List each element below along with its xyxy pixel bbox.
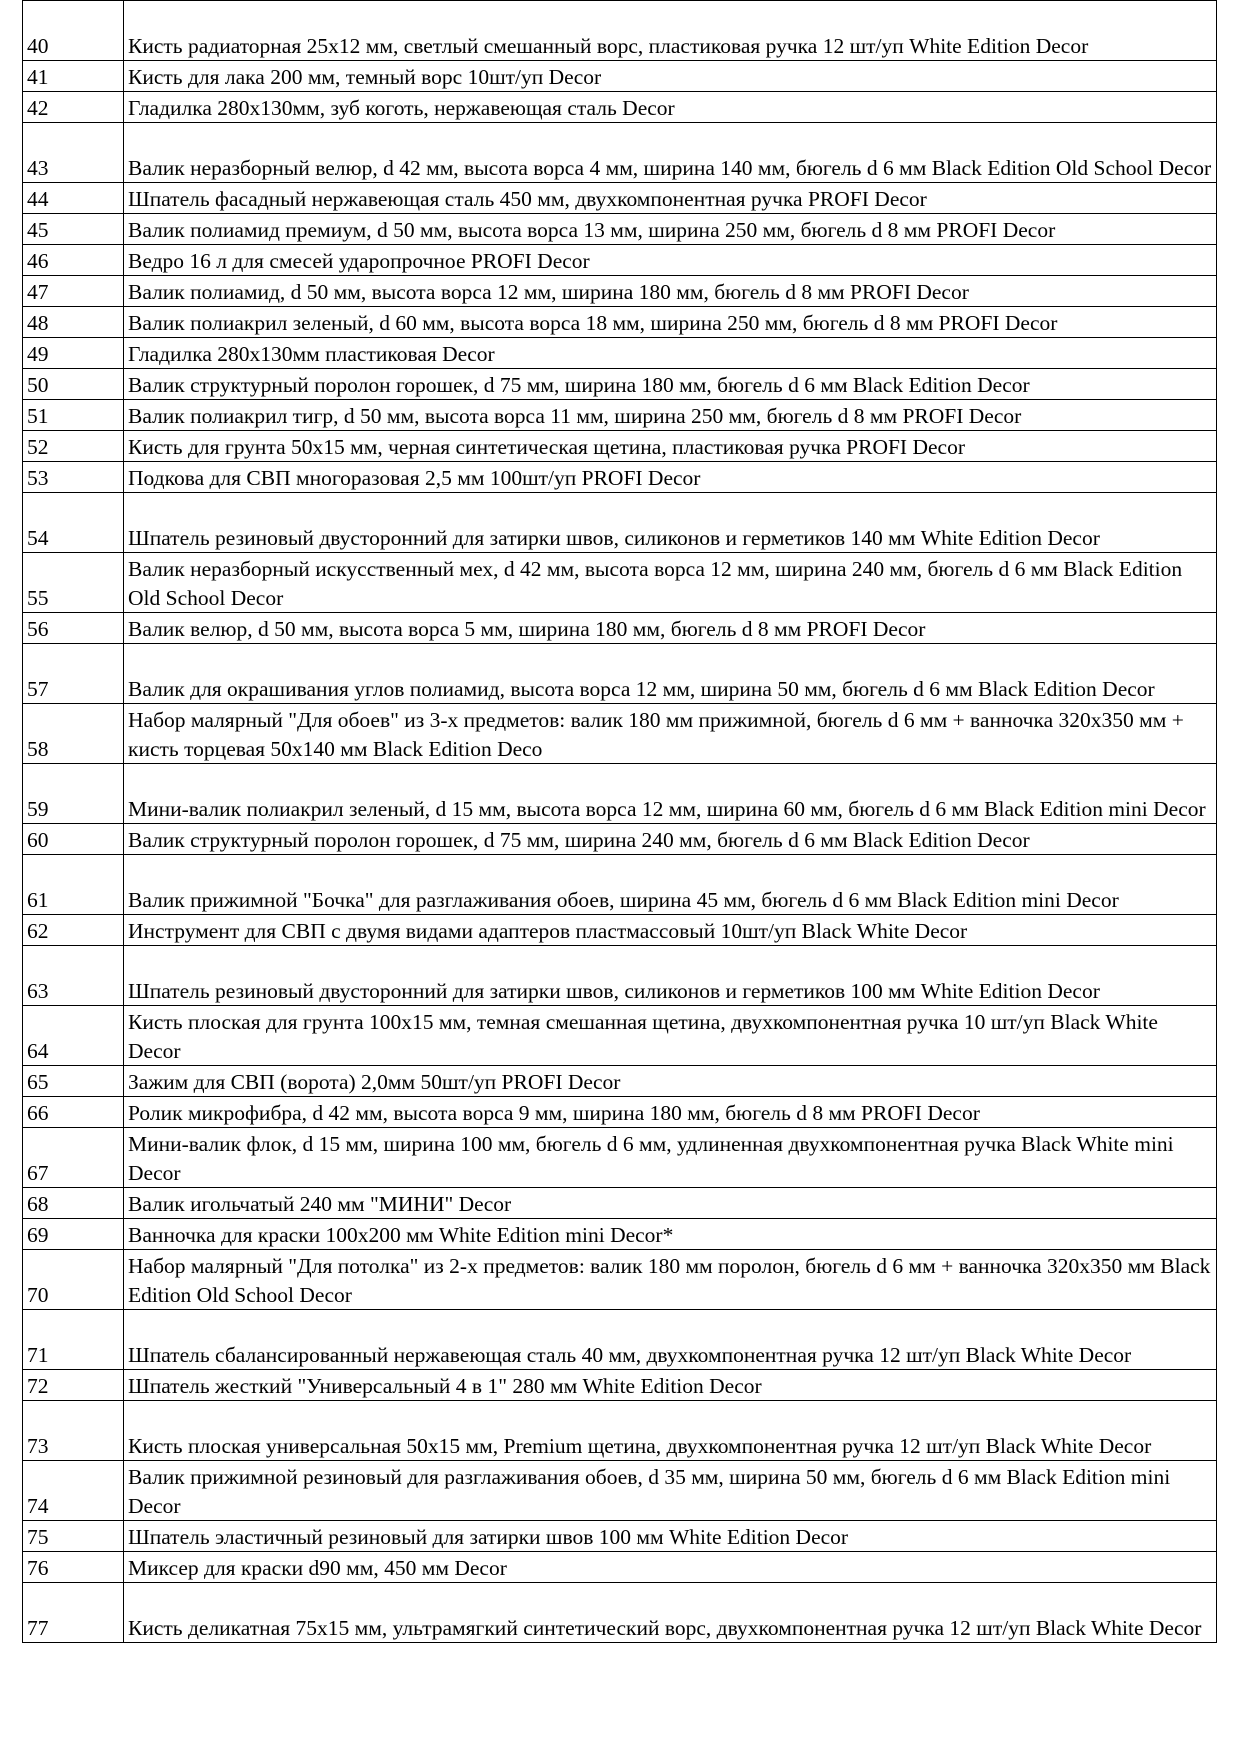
product-description: Валик для окрашивания углов полиамид, высота ворса 12 мм, ширина 50 мм, бюгель d 6 мм Black Edition Decor	[124, 644, 1217, 704]
product-description: Валик прижимной "Бочка" для разглаживания обоев, ширина 45 мм, бюгель d 6 мм Black Edition mini Decor	[124, 855, 1217, 915]
table-row	[23, 1370, 1217, 1401]
table-row	[23, 214, 1217, 245]
product-description: Валик игольчатый 240 мм "МИНИ" Decor	[124, 1188, 1217, 1219]
table-row	[23, 1066, 1217, 1097]
table-row	[23, 61, 1217, 92]
product-table	[22, 0, 1217, 1643]
table-row	[23, 245, 1217, 276]
product-description: Ванночка для краски 100х200 мм White Edition mini Decor*	[124, 1219, 1217, 1250]
row-number: 77	[23, 1583, 124, 1643]
row-number: 48	[23, 307, 124, 338]
product-description: Валик полиамид премиум, d 50 мм, высота ворса 13 мм, ширина 250 мм, бюгель d 8 мм PROFI Decor	[124, 214, 1217, 245]
product-description: Мини-валик полиакрил зеленый, d 15 мм, высота ворса 12 мм, ширина 60 мм, бюгель d 6 мм Black Edition mini Decor	[124, 764, 1217, 824]
table-row	[23, 553, 1217, 613]
table-row	[23, 1583, 1217, 1643]
product-description: Шпатель резиновый двусторонний для затирки швов, силиконов и герметиков 100 мм White Edition Decor	[124, 946, 1217, 1006]
row-number: 71	[23, 1310, 124, 1370]
table-row	[23, 400, 1217, 431]
table-row	[23, 1250, 1217, 1310]
product-description: Гладилка 280х130мм пластиковая Decor	[124, 338, 1217, 369]
row-number: 42	[23, 92, 124, 123]
product-description: Кисть плоская универсальная 50х15 мм, Premium щетина, двухкомпонентная ручка 12 шт/уп Black White Decor	[124, 1401, 1217, 1461]
row-number: 66	[23, 1097, 124, 1128]
row-number: 49	[23, 338, 124, 369]
table-row	[23, 1, 1217, 61]
row-number: 61	[23, 855, 124, 915]
product-description: Зажим для СВП (ворота) 2,0мм 50шт/уп PROFI Decor	[124, 1066, 1217, 1097]
row-number: 65	[23, 1066, 124, 1097]
product-description: Мини-валик флок, d 15 мм, ширина 100 мм, бюгель d 6 мм, удлиненная двухкомпонентная ручка Black White mini Decor	[124, 1128, 1217, 1188]
row-number: 47	[23, 276, 124, 307]
product-description: Шпатель сбалансированный нержавеющая сталь 40 мм, двухкомпонентная ручка 12 шт/уп Black White Decor	[124, 1310, 1217, 1370]
product-description: Валик неразборный искусственный мех, d 42 мм, высота ворса 12 мм, ширина 240 мм, бюгель d 6 мм Black Edition Old School Decor	[124, 553, 1217, 613]
row-number: 70	[23, 1250, 124, 1310]
table-row	[23, 431, 1217, 462]
row-number: 57	[23, 644, 124, 704]
row-number: 45	[23, 214, 124, 245]
table-row	[23, 824, 1217, 855]
row-number: 51	[23, 400, 124, 431]
product-description: Валик велюр, d 50 мм, высота ворса 5 мм, ширина 180 мм, бюгель d 8 мм PROFI Decor	[124, 613, 1217, 644]
row-number: 69	[23, 1219, 124, 1250]
table-row	[23, 123, 1217, 183]
product-description: Валик структурный поролон горошек, d 75 мм, ширина 180 мм, бюгель d 6 мм Black Edition Decor	[124, 369, 1217, 400]
table-row	[23, 764, 1217, 824]
table-row	[23, 1521, 1217, 1552]
row-number: 60	[23, 824, 124, 855]
product-description: Кисть деликатная 75х15 мм, ультрамягкий синтетический ворс, двухкомпонентная ручка 12 шт/уп Black White Decor	[124, 1583, 1217, 1643]
row-number: 54	[23, 493, 124, 553]
table-row	[23, 493, 1217, 553]
row-number: 64	[23, 1006, 124, 1066]
table-row	[23, 276, 1217, 307]
row-number: 58	[23, 704, 124, 764]
table-row	[23, 855, 1217, 915]
product-description: Валик прижимной резиновый для разглаживания обоев, d 35 мм, ширина 50 мм, бюгель d 6 мм Black Edition mini Decor	[124, 1461, 1217, 1521]
product-description: Кисть для грунта 50х15 мм, черная синтетическая щетина, пластиковая ручка PROFI Decor	[124, 431, 1217, 462]
row-number: 55	[23, 553, 124, 613]
row-number: 50	[23, 369, 124, 400]
row-number: 73	[23, 1401, 124, 1461]
row-number: 72	[23, 1370, 124, 1401]
product-description: Ведро 16 л для смесей ударопрочное PROFI Decor	[124, 245, 1217, 276]
product-description: Валик полиакрил зеленый, d 60 мм, высота ворса 18 мм, ширина 250 мм, бюгель d 8 мм PROFI Decor	[124, 307, 1217, 338]
table-row	[23, 946, 1217, 1006]
table-row	[23, 1552, 1217, 1583]
product-description: Ролик микрофибра, d 42 мм, высота ворса 9 мм, ширина 180 мм, бюгель d 8 мм PROFI Decor	[124, 1097, 1217, 1128]
product-description: Валик структурный поролон горошек, d 75 мм, ширина 240 мм, бюгель d 6 мм Black Edition Decor	[124, 824, 1217, 855]
table-row	[23, 1006, 1217, 1066]
row-number: 59	[23, 764, 124, 824]
product-description: Набор малярный "Для потолка" из 2-х предметов: валик 180 мм поролон, бюгель d 6 мм + ванночка 320х350 мм Black Edition Old School Decor	[124, 1250, 1217, 1310]
table-row	[23, 1097, 1217, 1128]
table-row	[23, 915, 1217, 946]
table-row	[23, 704, 1217, 764]
product-table-body	[23, 1, 1217, 1643]
row-number: 68	[23, 1188, 124, 1219]
table-row	[23, 183, 1217, 214]
product-description: Миксер для краски d90 мм, 450 мм Decor	[124, 1552, 1217, 1583]
table-row	[23, 1401, 1217, 1461]
table-row	[23, 307, 1217, 338]
row-number: 43	[23, 123, 124, 183]
row-number: 76	[23, 1552, 124, 1583]
table-row	[23, 1188, 1217, 1219]
row-number: 53	[23, 462, 124, 493]
row-number: 75	[23, 1521, 124, 1552]
table-row	[23, 1310, 1217, 1370]
product-description: Кисть для лака 200 мм, темный ворс 10шт/уп Decor	[124, 61, 1217, 92]
row-number: 44	[23, 183, 124, 214]
table-row	[23, 613, 1217, 644]
product-description: Кисть радиаторная 25х12 мм, светлый смешанный ворс, пластиковая ручка 12 шт/уп White Edition Decor	[124, 1, 1217, 61]
table-row	[23, 1461, 1217, 1521]
product-description: Валик полиамид, d 50 мм, высота ворса 12 мм, ширина 180 мм, бюгель d 8 мм PROFI Decor	[124, 276, 1217, 307]
product-description: Инструмент для СВП с двумя видами адаптеров пластмассовый 10шт/уп Black White Decor	[124, 915, 1217, 946]
table-row	[23, 338, 1217, 369]
product-description: Шпатель фасадный нержавеющая сталь 450 мм, двухкомпонентная ручка PROFI Decor	[124, 183, 1217, 214]
row-number: 46	[23, 245, 124, 276]
product-description: Набор малярный "Для обоев" из 3-х предметов: валик 180 мм прижимной, бюгель d 6 мм + ванночка 320х350 мм + кисть торцевая 50х140 мм Black Edition Deco	[124, 704, 1217, 764]
product-description: Шпатель эластичный резиновый для затирки швов 100 мм White Edition Decor	[124, 1521, 1217, 1552]
table-row	[23, 462, 1217, 493]
product-description: Валик полиакрил тигр, d 50 мм, высота ворса 11 мм, ширина 250 мм, бюгель d 8 мм PROFI Decor	[124, 400, 1217, 431]
row-number: 41	[23, 61, 124, 92]
row-number: 62	[23, 915, 124, 946]
product-description: Гладилка 280х130мм, зуб коготь, нержавеющая сталь Decor	[124, 92, 1217, 123]
row-number: 52	[23, 431, 124, 462]
product-description: Валик неразборный велюр, d 42 мм, высота ворса 4 мм, ширина 140 мм, бюгель d 6 мм Black Edition Old School Decor	[124, 123, 1217, 183]
table-row	[23, 369, 1217, 400]
row-number: 56	[23, 613, 124, 644]
table-row	[23, 644, 1217, 704]
row-number: 67	[23, 1128, 124, 1188]
table-row	[23, 1128, 1217, 1188]
table-row	[23, 92, 1217, 123]
table-row	[23, 1219, 1217, 1250]
product-description: Шпатель резиновый двусторонний для затирки швов, силиконов и герметиков 140 мм White Edition Decor	[124, 493, 1217, 553]
product-description: Кисть плоская для грунта 100х15 мм, темная смешанная щетина, двухкомпонентная ручка 10 шт/уп Black White Decor	[124, 1006, 1217, 1066]
product-description: Подкова для СВП многоразовая 2,5 мм 100шт/уп PROFI Decor	[124, 462, 1217, 493]
row-number: 74	[23, 1461, 124, 1521]
row-number: 40	[23, 1, 124, 61]
row-number: 63	[23, 946, 124, 1006]
product-description: Шпатель жесткий "Универсальный 4 в 1" 280 мм White Edition Decor	[124, 1370, 1217, 1401]
